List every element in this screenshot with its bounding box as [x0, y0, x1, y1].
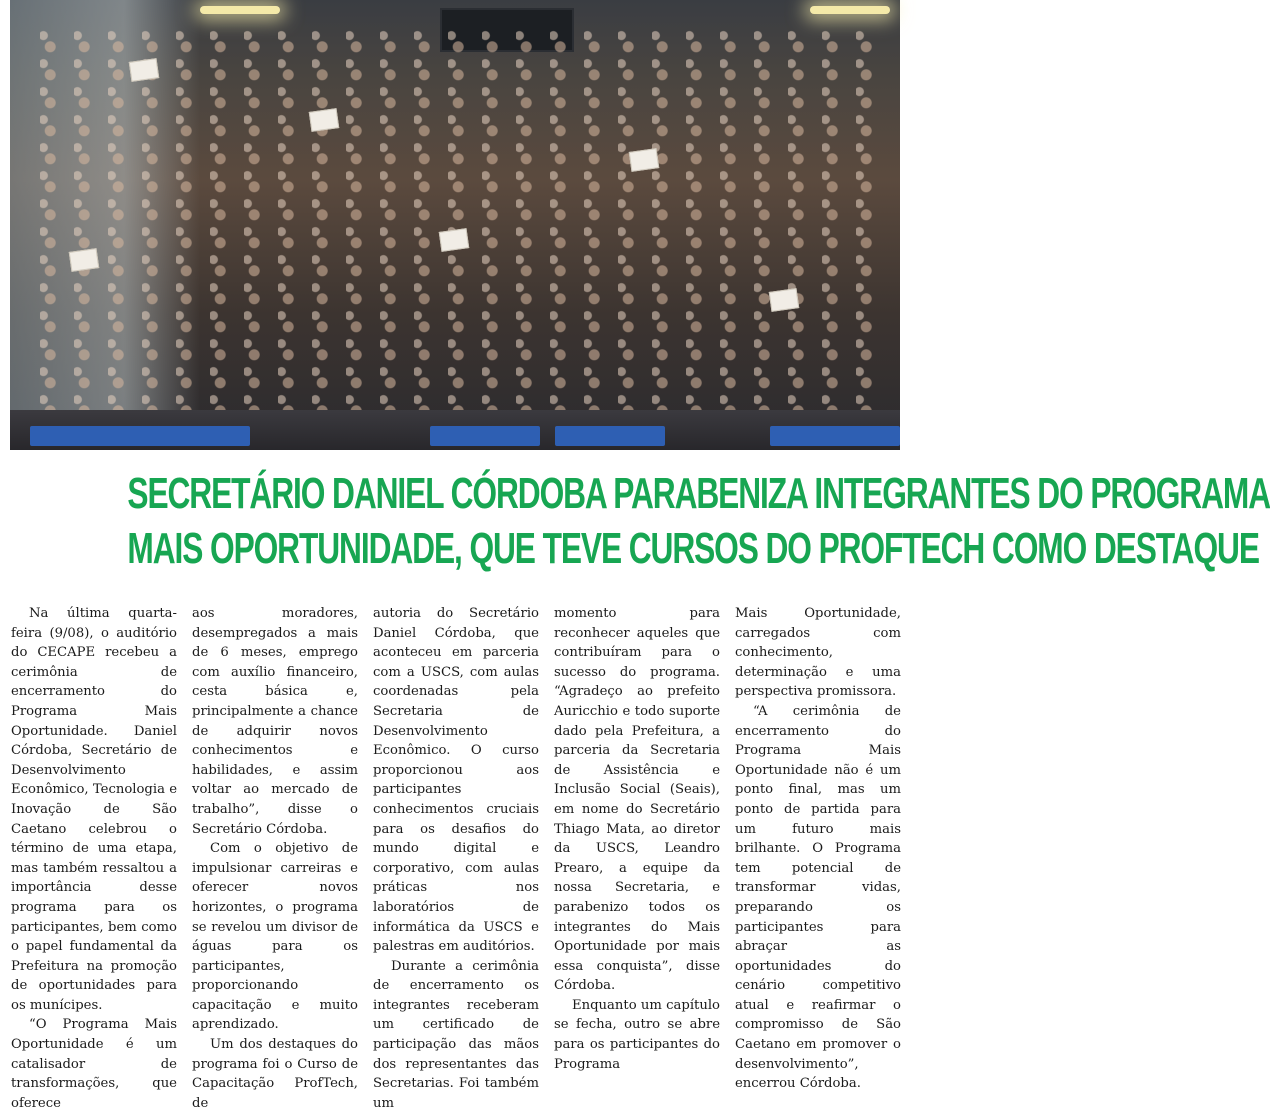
certificate-icon: [69, 248, 100, 272]
paragraph: Na última quarta-feira (9/08), o auditório do CECAPE recebeu a cerimônia de encerramento do Programa Mais Oportunidade. Daniel Córdoba, Secretário de Desenvolvimento Econômico, Tecnologia e Inovação de São Caetano celebrou o término de uma etapa, mas também ressaltou a importância desse programa para os participantes, bem como o papel fundamental da Prefeitura na promoção de oportunidades para os munícipes.: [11, 606, 177, 1013]
accessibility-sign: [430, 426, 540, 446]
article-column-5: [735, 604, 901, 1094]
certificate-icon: [309, 108, 340, 132]
paragraph: Um dos destaques do programa foi o Curso de Capacitação ProfTech, de: [192, 1037, 358, 1111]
headline-line-2: MAIS OPORTUNIDADE, QUE TEVE CURSOS DO PROFTECH COMO DESTAQUE: [127, 524, 1259, 573]
group-photo: [10, 0, 900, 450]
headline: [127, 466, 1270, 576]
certificate-icon: [129, 58, 160, 82]
accessibility-sign: [555, 426, 665, 446]
article-column-2: [192, 604, 358, 1113]
crowd: [40, 30, 880, 410]
ceiling-light: [200, 6, 280, 14]
paragraph: momento para reconhecer aqueles que contribuíram para o sucesso do programa. “Agradeço ao prefeito Auricchio e todo suporte dado pela Prefeitura, a parceria da Secretaria de Assistência e Inclusão Social (Seais), em nome do Secretário Thiago Mata, ao diretor da USCS, Leandro Prearo, a equipe da nossa Secretaria, e parabenizo todos os integrantes do Mais Oportunidade por mais essa conquista”, disse Córdoba.: [554, 606, 720, 994]
paragraph: autoria do Secretário Daniel Córdoba, que aconteceu em parceria com a USCS, com aulas coordenadas pela Secretaria de Desenvolvimento Econômico. O curso proporcionou aos participantes conhecimentos cruciais para os desafios do mundo digital e corporativo, com aulas práticas nos laboratórios de informática da USCS e palestras em auditórios.: [373, 606, 539, 955]
paragraph: “O Programa Mais Oportunidade é um catalisador de transformações, que oferece: [11, 1017, 177, 1111]
paragraph: Mais Oportunidade, carregados com conhecimento, determinação e uma perspectiva promissora.: [735, 606, 901, 700]
article-column-1: [11, 604, 177, 1113]
paragraph: Enquanto um capítulo se fecha, outro se abre para os participantes do Programa: [554, 997, 720, 1072]
certificate-icon: [769, 288, 800, 312]
paragraph: “A cerimônia de encerramento do Programa Mais Oportunidade não é um ponto final, mas um ponto de partida para um futuro mais brilhante. O Programa tem potencial de transformar vidas, preparando os participantes para abraçar as oportunidades do cenário competitivo atual e reafirmar o compromisso de São Caetano em promover o desenvolvimento”, encerrou Córdoba.: [735, 703, 901, 1092]
paragraph: aos moradores, desempregados a mais de 6 meses, emprego com auxílio financeiro, cesta básica e, principalmente a chance de adquirir novos conhecimentos e habilidades, e assim voltar ao mercado de trabalho”, disse o Secretário Córdoba.: [192, 606, 358, 837]
article-column-3: [373, 604, 539, 1113]
ceiling-light: [810, 6, 890, 14]
certificate-icon: [629, 148, 660, 172]
article-column-4: [554, 604, 720, 1074]
certificate-icon: [439, 228, 470, 252]
paragraph: Com o objetivo de impulsionar carreiras e oferecer novos horizontes, o programa se revelou um divisor de águas para os participantes, proporcionando capacitação e muito aprendizado.: [192, 841, 358, 1033]
accessibility-sign: [30, 426, 250, 446]
headline-line-1: SECRETÁRIO DANIEL CÓRDOBA PARABENIZA INTEGRANTES DO PROGRAMA: [127, 469, 1270, 518]
accessibility-sign: [770, 426, 900, 446]
paragraph: Durante a cerimônia de encerramento os integrantes receberam um certificado de participação das mãos dos representantes das Secretarias. Foi também um: [373, 958, 539, 1111]
